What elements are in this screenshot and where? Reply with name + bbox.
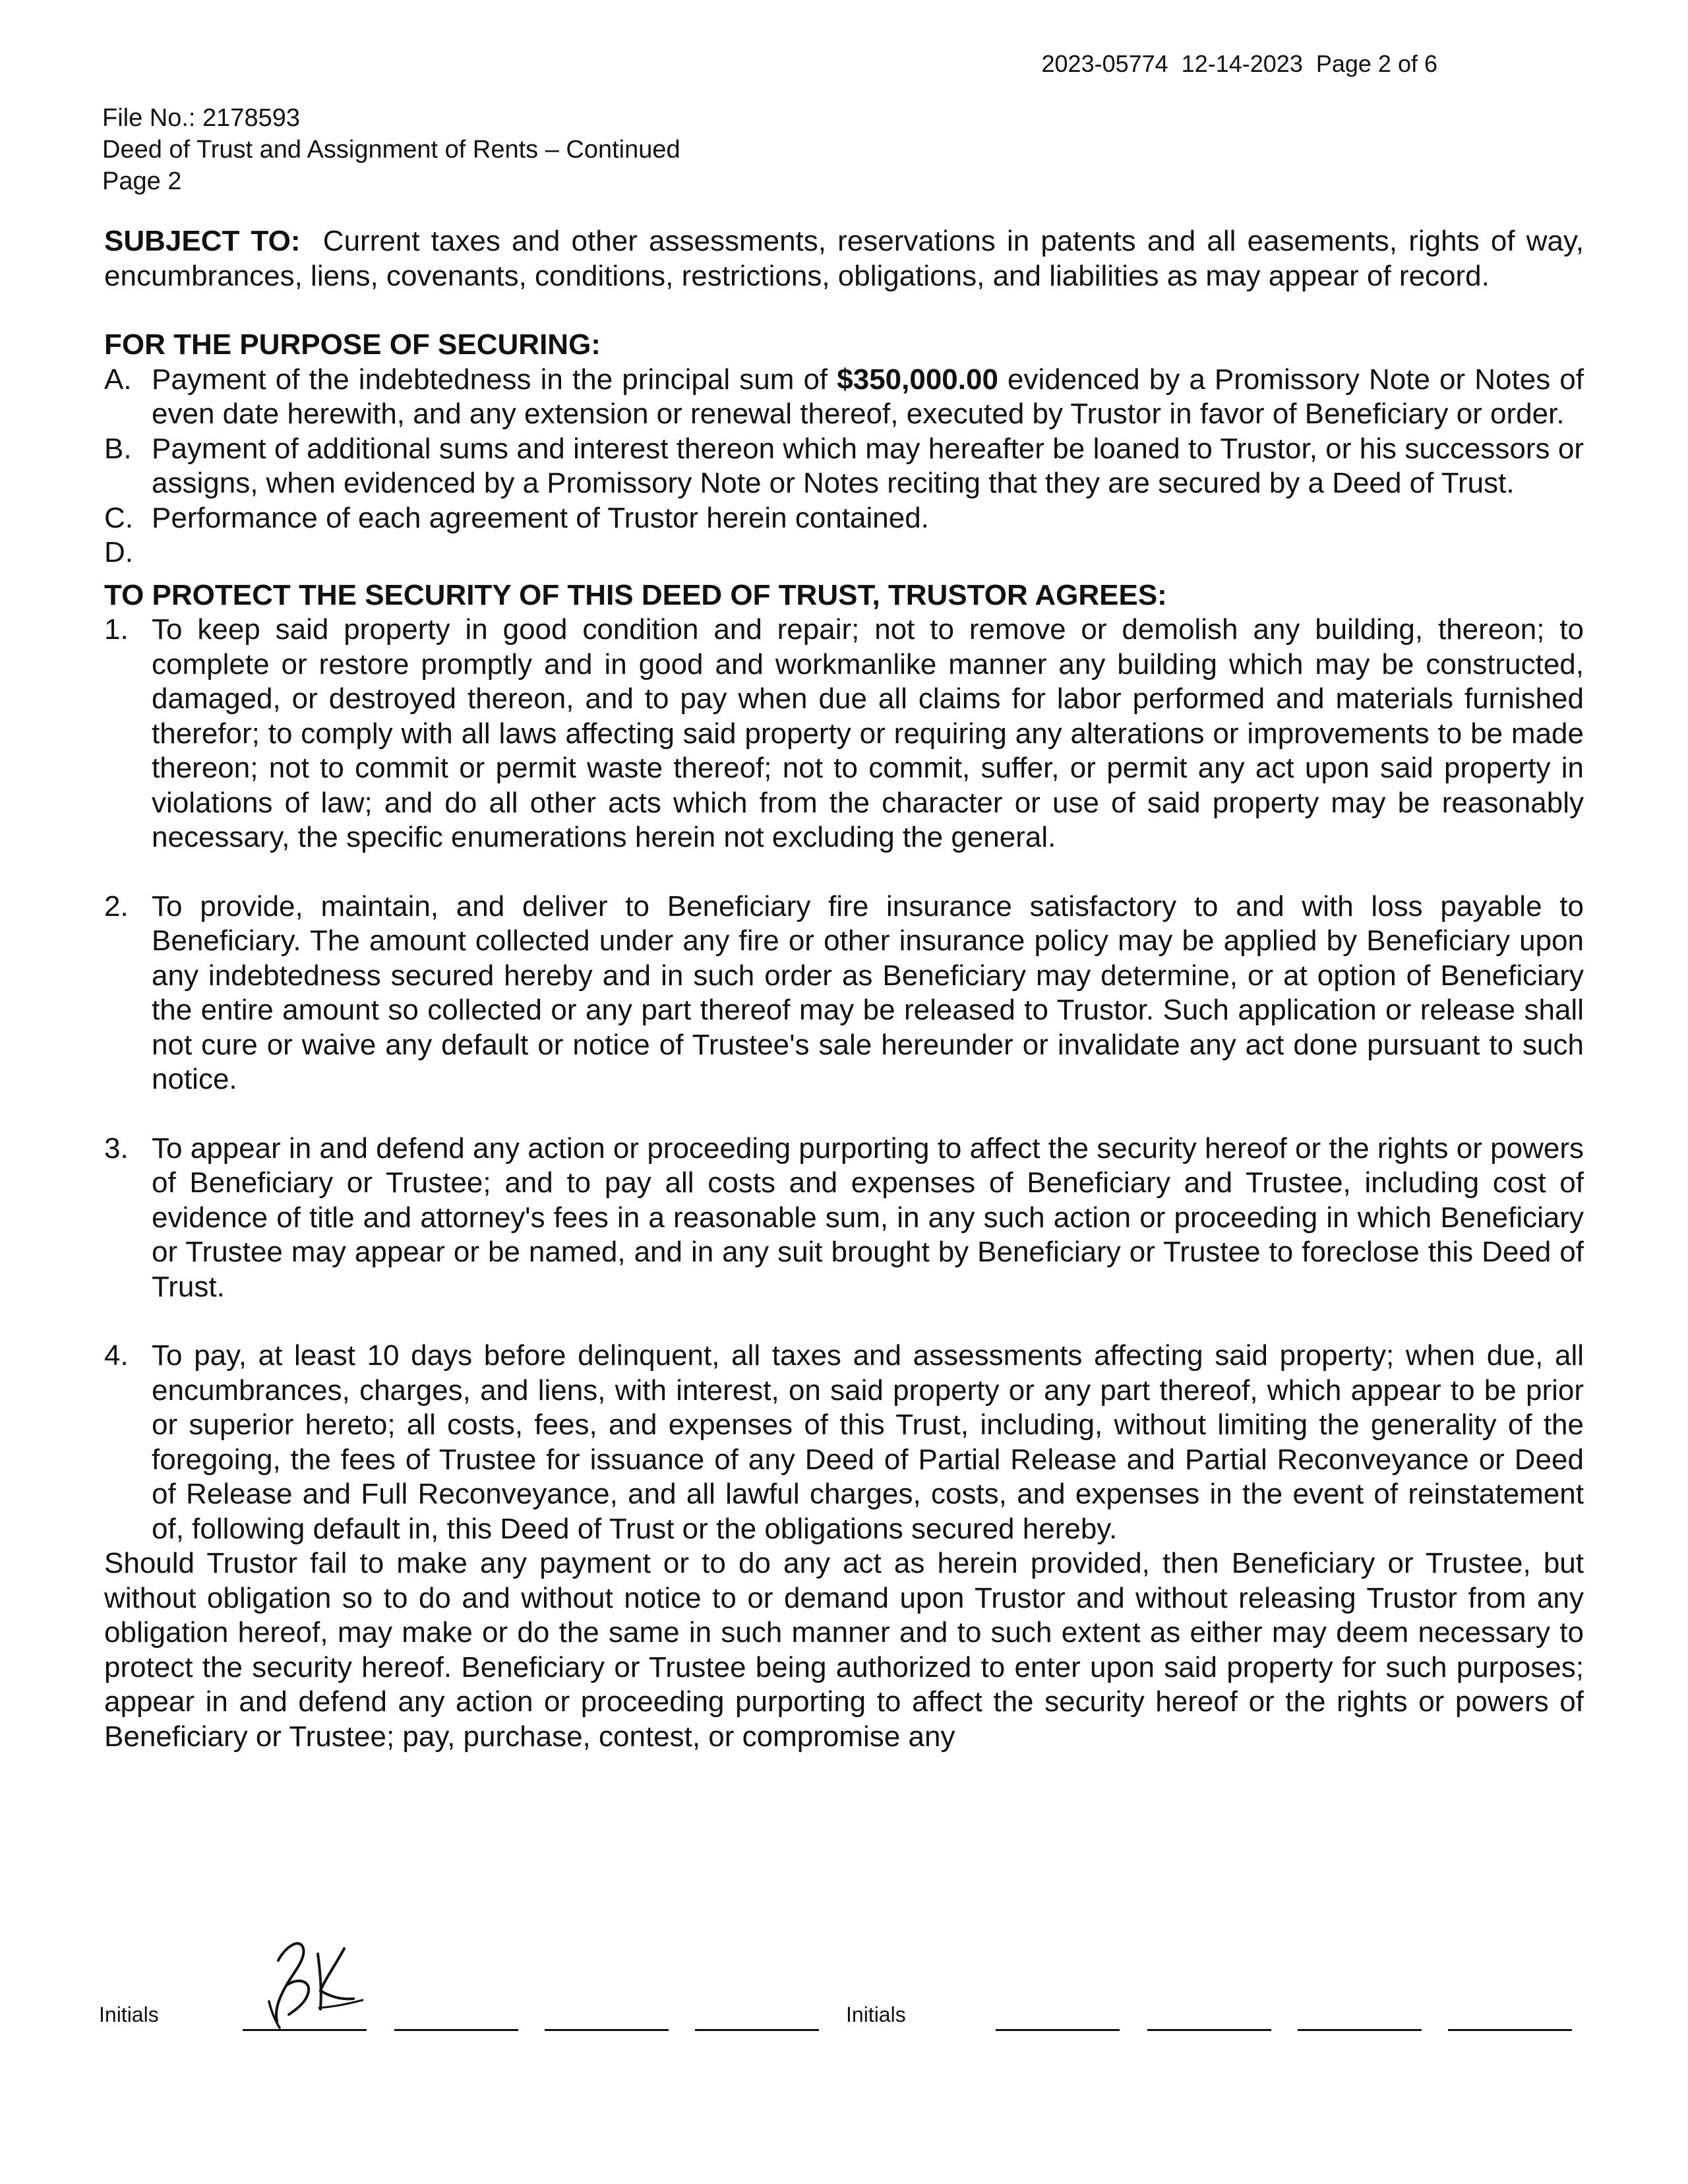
item-marker: D. [104, 536, 133, 568]
purpose-item-a [104, 363, 1584, 432]
item-marker: 3. [104, 1132, 129, 1165]
subject-to-label: SUBJECT TO: [104, 225, 301, 257]
item-text: To keep said property in good condition and repair; not to remove or demolish any building, thereon; to complete or restore promptly and in good and workmanlike manner any building which may be constructed, damaged, or destroyed thereon, and to pay when due all claims for labor performed and materials furnished therefor; to comply with all laws affecting said property or requiring any alterations or improvements to be made thereon; not to commit or permit waste thereof; not to commit, suffer, or permit any act upon said property in violations of law; and do all other acts which from the character or use of said property may be reasonably necessary, the specific enumerations herein not excluding the general. [152, 613, 1584, 853]
item-text: Performance of each agreement of Trustor herein contained. [152, 501, 929, 534]
initials-label-right: Initials [846, 2003, 906, 2026]
purpose-item-b [104, 432, 1584, 501]
item-marker: 1. [104, 613, 129, 646]
file-number: File No.: 2178593 [102, 104, 300, 132]
item-text: To pay, at least 10 days before delinquent, all taxes and assessments affecting said property; when due, all encumbrances, charges, and liens, with interest, on said property or any part thereof, which appear to be prior or superior hereto; all costs, fees, and expenses of this Trust, including, without limiting the generality of the foregoing, the fees of Trustee for issuance of any Deed of Partial Release and Partial Reconveyance or Deed of Release and Full Reconveyance, and all lawful charges, costs, and expenses in the event of reinstatement of, following default in, this Deed of Trust or the obligations secured hereby. [152, 1339, 1584, 1545]
item-marker: A. [104, 363, 132, 396]
signature-initials [237, 1922, 369, 2034]
initials-label-left: Initials [99, 2003, 159, 2026]
subject-to-text: Current taxes and other assessments, reservations in patents and all easements, rights of way, encumbrances, liens, covenants, conditions, restrictions, obligations, and liabilities as may appear of record. [104, 225, 1584, 292]
recording-stamp: 2023-05774 12-14-2023 Page 2 of 6 [1041, 50, 1437, 77]
subject-to-paragraph [104, 224, 1584, 293]
item-marker: C. [104, 501, 133, 534]
initials-line-right-1[interactable] [996, 2029, 1120, 2031]
item-a-text-after: evidenced by a Promissory Note or Notes of even date herewith, and any extension or renewal thereof, executed by Trustor in favor of Beneficiary or order. [152, 363, 1584, 430]
page-label: Page 2 [102, 167, 182, 195]
purpose-item-c [104, 501, 1584, 536]
agreement-item-1 [104, 613, 1584, 855]
item-text: To appear in and defend any action or proceeding purporting to affect the security hereof or the rights or powers of Beneficiary or Trustee; and to pay all costs and expenses of Beneficiary and Trustee, including cost of evidence of title and attorney's fees in a reasonable sum, in any such action or proceeding in which Beneficiary or Trustee may appear or be named, and in any suit brought by Beneficiary or Trustee to foreclose this Deed of Trust. [152, 1132, 1584, 1303]
document-title: Deed of Trust and Assignment of Rents – Continued [102, 136, 680, 164]
agreement-item-3 [104, 1132, 1584, 1305]
item-text [152, 535, 1584, 570]
initials-line-left-4[interactable] [695, 2029, 819, 2031]
purpose-item-d [104, 535, 1584, 570]
item-text: To provide, maintain, and deliver to Beneficiary fire insurance satisfactory to and with loss payable to Beneficiary. The amount collected under any fire or other insurance policy may be applied by Beneficiary upon any indebtedness secured hereby and in such order as Beneficiary may determine, or at option of Beneficiary the entire amount so collected or any part thereof may be released to Trustor. Such application or release shall not cure or waive any default or notice of Trustee's sale hereunder or invalidate any act done pursuant to such notice. [152, 890, 1584, 1095]
item-marker: 2. [104, 890, 129, 923]
item-marker: B. [104, 432, 132, 465]
protect-title: TO PROTECT THE SECURITY OF THIS DEED OF TRUST, TRUSTOR AGREES: [104, 578, 1167, 611]
item-text [152, 363, 1584, 432]
principal-amount: $350,000.00 [837, 363, 998, 396]
initials-line-left-2[interactable] [394, 2029, 518, 2031]
document-body [104, 224, 1584, 1754]
agreement-item-2 [104, 890, 1584, 1097]
initials-line-right-2[interactable] [1147, 2029, 1271, 2031]
initials-line-right-4[interactable] [1448, 2029, 1572, 2031]
initials-line-left-3[interactable] [545, 2029, 669, 2031]
file-header [102, 102, 680, 197]
purpose-title: FOR THE PURPOSE OF SECURING: [104, 328, 601, 361]
agreement-item-4-continuation: Should Trustor fail to make any payment or to do any act as herein provided, then Beneficiary or Trustee, but without obligation so to do and without notice to or demand upon Trustor and without releasing Trustor from any obligation hereof, may make or do the same in such manner and to such extent as either may deem necessary to protect the security hereof. Beneficiary or Trustee being authorized to enter upon said property for such purposes; appear in and defend any action or proceeding purporting to affect the security hereof or the rights or powers of Beneficiary or Trustee; pay, purchase, contest, or compromise any [104, 1547, 1584, 1753]
item-a-text-before: Payment of the indebtedness in the principal sum of [152, 363, 828, 396]
item-text: Payment of additional sums and interest thereon which may hereafter be loaned to Trustor, or his successors or assigns, when evidenced by a Promissory Note or Notes reciting that they are secured by a Deed of Trust. [152, 432, 1584, 499]
initials-line-left-1[interactable] [243, 2029, 367, 2031]
item-marker: 4. [104, 1339, 129, 1372]
initials-line-right-3[interactable] [1298, 2029, 1422, 2031]
agreement-item-4 [104, 1339, 1584, 1546]
